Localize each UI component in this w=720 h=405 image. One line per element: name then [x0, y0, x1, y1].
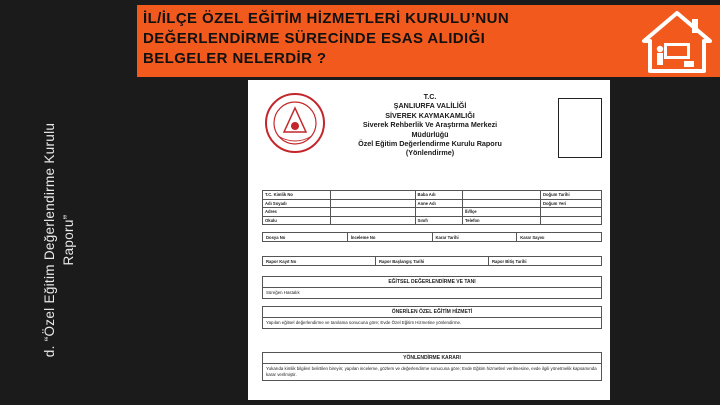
- table-cell: İnceleme No: [348, 233, 433, 241]
- vertical-caption: [40, 90, 112, 390]
- header-line: Özel Eğitim Değerlendirme Kurulu Raporu: [358, 139, 502, 149]
- table-cell: [463, 199, 541, 208]
- table-cell: [540, 208, 601, 217]
- table-cell: [540, 216, 601, 225]
- header-line: Müdürlüğü: [411, 129, 449, 139]
- section-body: Yapılan eğitsel değerlendirme ve tanılama sonucuna göre; Evde Özel Eğitim Hizmetine yönlendirme.: [266, 320, 462, 325]
- section-title: YÖNLENDİRME KARARI: [263, 353, 601, 364]
- table-row: [263, 208, 602, 217]
- title-line-3: BELGELER NELERDİR ?: [143, 50, 327, 67]
- report-document: [248, 80, 610, 400]
- table-row: [263, 191, 602, 200]
- table-cell: Rapor Kayıt No: [263, 257, 376, 265]
- header-line: (Yönlendirme): [405, 148, 455, 158]
- table-cell: T.C. Kimlik No: [263, 191, 331, 200]
- house-classroom-icon: [640, 9, 714, 75]
- title-line-2: DEĞERLENDİRME SÜRECİNDE ESAS ALIDIĞI: [143, 30, 486, 47]
- title-line-1: İL/İLÇE ÖZEL EĞİTİM HİZMETLERİ KURULU’NUN: [143, 10, 510, 27]
- header-line: ŞANLIURFA VALİLİĞİ: [393, 101, 467, 111]
- referral-decision-section: [262, 352, 602, 381]
- table-row: [263, 199, 602, 208]
- vertical-caption-line2: Raporu”: [61, 214, 76, 266]
- table-cell: Karar Sayısı: [520, 235, 545, 240]
- table-cell: Rapor Bitiş Tarihi: [492, 259, 527, 264]
- vertical-caption-line1: d. “Özel Eğitim Değerlendirme Kurulu: [42, 122, 57, 358]
- header-line: T.C.: [423, 92, 437, 101]
- table-cell: Okulu: [263, 216, 331, 225]
- table-cell: [330, 208, 415, 217]
- table-cell: [330, 199, 415, 208]
- table-cell: [463, 191, 541, 200]
- table-cell: Doğum Tarihi: [540, 191, 601, 200]
- table-cell: [330, 191, 415, 200]
- title-banner: [137, 5, 720, 77]
- table-cell: Baba Adı: [415, 191, 462, 200]
- photo-placeholder: [558, 98, 602, 158]
- table-cell: Dosya No: [263, 233, 348, 241]
- document-header: [330, 92, 530, 158]
- header-line: SİVEREK KAYMAKAMLIĞI: [385, 110, 475, 120]
- table-cell: Anne Adı: [415, 199, 462, 208]
- section-title: EĞİTSEL DEĞERLENDİRME VE TANI: [263, 277, 601, 288]
- table-cell: Adres: [263, 208, 331, 217]
- recommended-service-section: [262, 306, 602, 329]
- identity-table: [262, 190, 602, 225]
- header-line: Siverek Rehberlik Ve Araştırma Merkezi: [362, 120, 498, 130]
- table-cell: [330, 216, 415, 225]
- table-cell: Karar Tarihi: [433, 233, 518, 241]
- slide-title: [143, 9, 613, 69]
- table-cell: Sınıfı: [415, 216, 462, 225]
- table-cell: Rapor Başlangıç Tarihi: [376, 257, 489, 265]
- section-body: Yukarıda kimlik bilgileri belirtilen bireyin; yapılan inceleme, gözlem ve değerlendirme sonucuna göre; Evde Eğitim hizmetleri verilmesine, evde ilgili yönetmelik kapsamında karar verilmiştir.: [266, 366, 597, 377]
- table-cell: İli/İlçe: [463, 208, 541, 217]
- table-cell: Doğum Yeri: [540, 199, 601, 208]
- table-row: [263, 216, 602, 225]
- table-cell: Telefon: [463, 216, 541, 225]
- ministry-seal-icon: [264, 92, 326, 154]
- report-dates-row: [262, 256, 602, 266]
- section-title: ÖNERİLEN ÖZEL EĞİTİM HİZMETİ: [263, 307, 601, 318]
- section-body: Süreğen Hastalık: [266, 290, 300, 295]
- evaluation-section: [262, 276, 602, 299]
- file-info-row: [262, 232, 602, 242]
- table-cell: [415, 208, 462, 217]
- table-cell: Adı Soyadı: [263, 199, 331, 208]
